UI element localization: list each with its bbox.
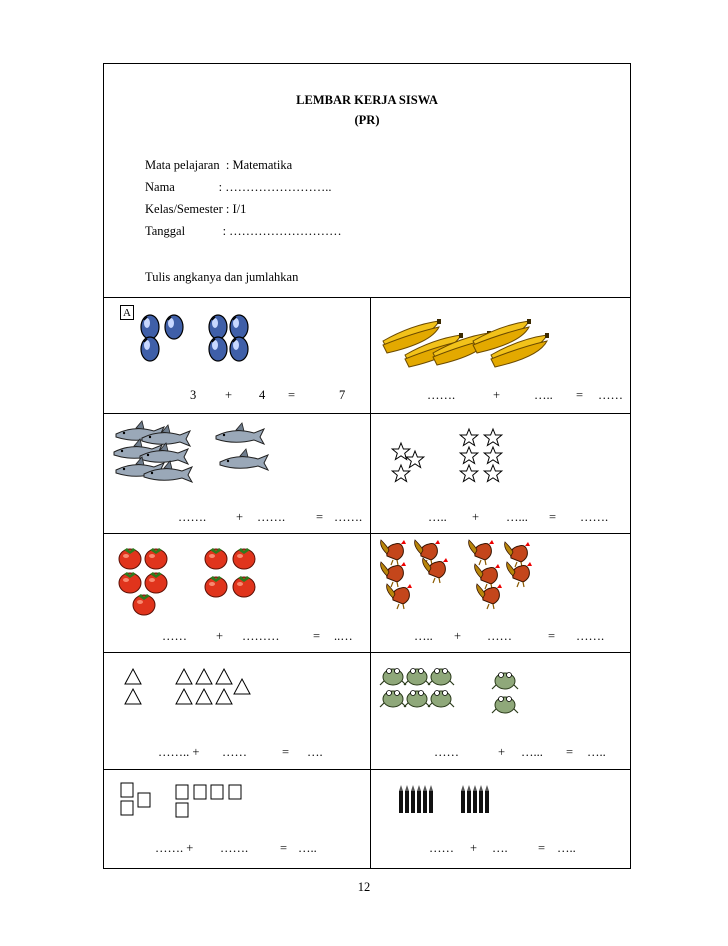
square-picture [176, 803, 188, 817]
worksheet-title: LEMBAR KERJA SISWA [296, 93, 438, 107]
shark-picture [140, 443, 188, 464]
rooster-picture [381, 562, 406, 587]
pencil-picture [429, 785, 433, 813]
square-picture [121, 783, 133, 797]
eq-result: ..… [334, 629, 353, 643]
eq-term: ……. [220, 841, 249, 855]
star-picture [406, 451, 424, 468]
eq-equals: = [576, 388, 584, 402]
eq-equals: = [538, 841, 546, 855]
frog-picture [404, 691, 430, 708]
eq-result: 7 [339, 388, 346, 402]
square-picture [229, 785, 241, 799]
pencil-picture [479, 785, 483, 813]
exercise-cell-4-right [371, 653, 630, 770]
pencil-picture [461, 785, 465, 813]
drop-picture [230, 315, 248, 339]
eq-equals: = [282, 745, 290, 759]
eq-equals: = [548, 629, 556, 643]
exercise-cell-3-right [371, 534, 630, 653]
pencil-picture [399, 785, 403, 813]
star-picture [484, 465, 502, 482]
eq-plus: + [454, 629, 462, 643]
pencil-picture [417, 785, 421, 813]
eq-term: ……… [242, 629, 280, 643]
eq-term: ……. [257, 510, 286, 524]
pencil-picture [411, 785, 415, 813]
worksheet-subtitle: (PR) [354, 113, 380, 127]
triangle-picture [216, 669, 232, 684]
eq-result: ……. [576, 629, 605, 643]
shark-picture [144, 461, 192, 482]
eq-equals: = [288, 388, 296, 402]
eq-equals: = [280, 841, 288, 855]
drop-picture [230, 337, 248, 361]
square-picture [138, 793, 150, 807]
eq-equals: = [549, 510, 557, 524]
tomato-picture [119, 572, 141, 593]
star-picture [460, 429, 478, 446]
date-line: Tanggal : ……………………… [145, 224, 342, 238]
tomato-picture [233, 576, 255, 597]
triangle-picture [125, 689, 141, 704]
eq-result: ……. [334, 510, 363, 524]
frog-picture [380, 691, 406, 708]
exercise-cell-4-left [104, 653, 371, 770]
eq-equals: = [313, 629, 321, 643]
eq-term: …... [506, 510, 528, 524]
eq-equals: = [316, 510, 324, 524]
star-picture [392, 465, 410, 482]
star-picture [460, 465, 478, 482]
eq-term: …… [487, 629, 512, 643]
shark-picture [216, 423, 264, 444]
eq-plus: + [225, 388, 233, 402]
exercise-cell-3-left [104, 534, 371, 653]
eq-term: …… [429, 841, 454, 855]
square-picture [121, 801, 133, 815]
tomato-picture [133, 594, 155, 615]
triangle-picture [176, 669, 192, 684]
class-line: Kelas/Semester : I/1 [145, 202, 247, 216]
triangle-picture [125, 669, 141, 684]
eq-term: …… [162, 629, 187, 643]
section-label: A [120, 305, 134, 320]
square-picture [194, 785, 206, 799]
eq-result: ……. [580, 510, 609, 524]
exercise-cell-5-left [104, 770, 371, 868]
eq-term: ….. [414, 629, 433, 643]
frog-picture [492, 673, 518, 690]
pencil-picture [473, 785, 477, 813]
eq-term: ….. [534, 388, 553, 402]
eq-plus: + [236, 510, 244, 524]
frog-picture [380, 669, 406, 686]
eq-result: …. [307, 745, 323, 759]
triangle-picture [176, 689, 192, 704]
shark-picture [220, 449, 268, 470]
eq-result: ….. [298, 841, 317, 855]
pencil-picture [423, 785, 427, 813]
eq-term: 3 [190, 388, 197, 402]
pencil-picture [405, 785, 409, 813]
instruction-line: Tulis angkanya dan jumlahkan [145, 270, 299, 284]
eq-term: …… [434, 745, 459, 759]
frog-picture [492, 697, 518, 714]
eq-term: ……. + [155, 841, 194, 855]
eq-plus: + [493, 388, 501, 402]
drop-picture [209, 337, 227, 361]
eq-result: ….. [587, 745, 606, 759]
exercise-cell-1-right [371, 297, 630, 414]
eq-term: …… [222, 745, 247, 759]
eq-term: ……. [427, 388, 456, 402]
exercise-cell-5-right [371, 770, 630, 868]
rooster-picture [477, 584, 502, 609]
tomato-picture [205, 548, 227, 569]
pencil-picture [467, 785, 471, 813]
eq-plus: + [498, 745, 506, 759]
eq-term: …... [521, 745, 543, 759]
worksheet-frame [103, 63, 631, 869]
rooster-picture [423, 558, 448, 583]
worksheet-header [104, 64, 630, 298]
eq-term: 4 [259, 388, 266, 402]
exercise-cell-1-left [104, 297, 371, 414]
frog-picture [404, 669, 430, 686]
tomato-picture [205, 576, 227, 597]
eq-plus: + [216, 629, 224, 643]
frog-picture [428, 691, 454, 708]
star-picture [484, 447, 502, 464]
tomato-picture [145, 548, 167, 569]
exercise-cell-2-right [371, 414, 630, 534]
tomato-picture [233, 548, 255, 569]
frog-picture [428, 669, 454, 686]
drop-picture [141, 337, 159, 361]
rooster-picture [507, 562, 532, 587]
name-line: Nama : …………………….. [145, 180, 332, 194]
exercise-cell-2-left [104, 414, 371, 534]
tomato-picture [145, 572, 167, 593]
eq-result: …… [598, 388, 623, 402]
eq-term: …. [492, 841, 508, 855]
rooster-picture [469, 540, 494, 565]
square-picture [211, 785, 223, 799]
subject-line: Mata pelajaran : Matematika [145, 158, 293, 172]
rooster-picture [415, 540, 440, 565]
drop-picture [209, 315, 227, 339]
triangle-picture [196, 689, 212, 704]
tomato-picture [119, 548, 141, 569]
eq-plus: + [472, 510, 480, 524]
eq-term: ….. [428, 510, 447, 524]
star-picture [460, 447, 478, 464]
page-number: 12 [357, 880, 371, 894]
pencil-picture [485, 785, 489, 813]
square-picture [176, 785, 188, 799]
eq-result: ….. [557, 841, 576, 855]
drop-picture [165, 315, 183, 339]
triangle-picture [234, 679, 250, 694]
rooster-picture [387, 584, 412, 609]
eq-plus: + [470, 841, 478, 855]
star-picture [484, 429, 502, 446]
eq-term: …….. + [158, 745, 200, 759]
eq-term: ……. [178, 510, 207, 524]
rooster-picture [381, 540, 406, 565]
eq-equals: = [566, 745, 574, 759]
triangle-picture [216, 689, 232, 704]
triangle-picture [196, 669, 212, 684]
drop-picture [141, 315, 159, 339]
